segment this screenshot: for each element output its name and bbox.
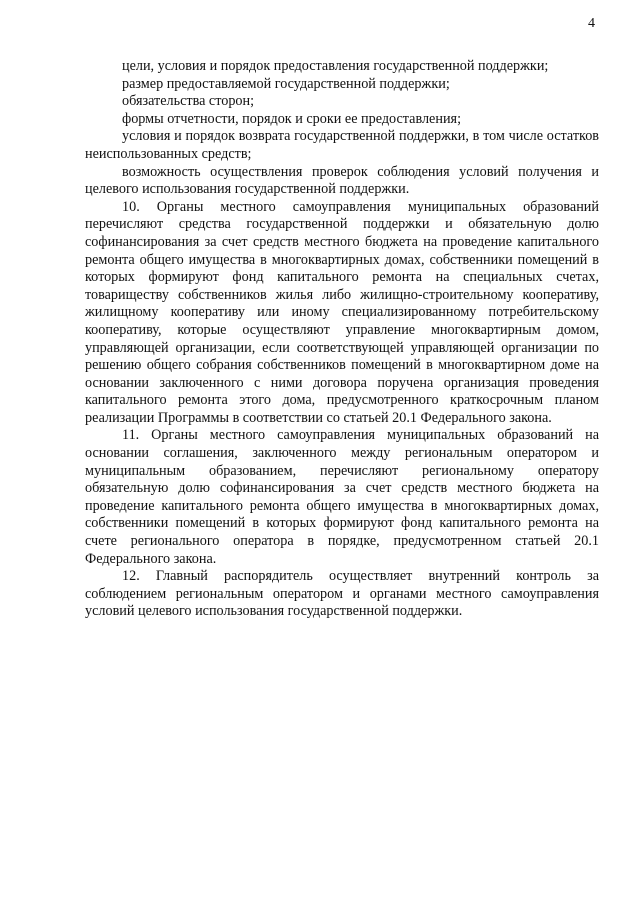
document-body xyxy=(85,58,599,621)
list-item-refund-conditions: условия и порядок возврата государственной поддержки, в том числе остатков неиспользованных средств; xyxy=(85,128,599,162)
paragraph-12: 12. Главный распорядитель осуществляет внутренний контроль за соблюдением региональным оператором и органами местного самоуправления условий целевого использования государственной поддержки. xyxy=(85,568,599,620)
paragraph-10: 10. Органы местного самоуправления муниципальных образований перечисляют средства государственной поддержки и обязательную долю софинансирования за счет средств местного бюджета на проведение капитального ремонта общего имущества в многоквартирных домах, собственники помещений в которых формируют фонд капитального ремонта на специальных счетах, товариществу собственников жилья либо жилищно-строительному кооперативу, жилищному кооперативу или иному специализированному потребительскому кооперативу, которые осуществляют управление многоквартирным домом, управляющей организации, если соответствующей управляющей организации по решению общего собрания собственников помещений в многоквартирном доме на основании заключенного с ними договора поручена организация проведения капитального ремонта этого дома, предусмотренного краткосрочным планом реализации Программы в соответствии со статьей 20.1 Федерального закона. xyxy=(85,198,599,426)
list-item-support-amount: размер предоставляемой государственной поддержки; xyxy=(122,75,450,92)
paragraph-11: 11. Органы местного самоуправления муниципальных образований на основании соглашения, заключенного между региональным оператором и муниципальным образованием, перечисляют региональному оператору обязательную долю софинансирования за счет средств местного бюджета на проведение капитального ремонта общего имущества в многоквартирных домах, собственники помещений в которых формируют фонд капитального ремонта на счете регионального оператора в порядке, предусмотренном статьей 20.1 Федерального закона. xyxy=(85,427,599,567)
list-item-obligations: обязательства сторон; xyxy=(122,93,255,110)
list-item-reporting: формы отчетности, порядок и сроки ее предоставления; xyxy=(122,110,462,127)
list-item-goals: цели, условия и порядок предоставления государственной поддержки; xyxy=(122,58,549,74)
page-number: 4 xyxy=(588,16,595,31)
list-item-inspections: возможность осуществления проверок соблюдения условий получения и целевого использования государственной поддержки. xyxy=(85,163,599,198)
